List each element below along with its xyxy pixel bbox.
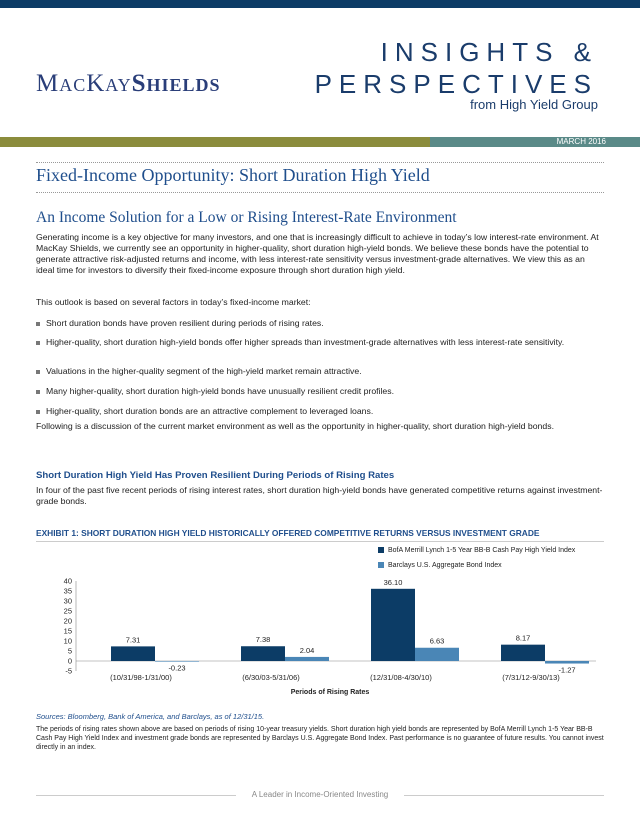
section2-heading: Short Duration High Yield Has Proven Resilient During Periods of Rising Rates <box>36 470 395 481</box>
x-tick-label: (12/31/08-4/30/10) <box>370 673 432 682</box>
y-tick-label: 30 <box>63 596 72 606</box>
logo <box>36 70 221 98</box>
bars <box>111 578 589 675</box>
y-tick-label: 15 <box>63 626 72 636</box>
bullet-square-icon <box>36 390 40 394</box>
section1-paragraph3: Following is a discussion of the current market environment as well as the opportunity in higher-quality, short duration high-yield bonds. <box>36 421 554 431</box>
color-band <box>0 137 640 147</box>
publication-title-line1: INSIGHTS & <box>380 37 598 67</box>
x-tick-label: (7/31/12-9/30/13) <box>502 673 560 682</box>
x-tick-label: (10/31/98-1/31/00) <box>110 673 172 682</box>
sources-note: Sources: Bloomberg, Bank of America, and Barclays, as of 12/31/15. <box>36 712 265 721</box>
y-tick-label: -5 <box>65 666 72 676</box>
top-bar <box>0 0 640 8</box>
section1-paragraph1: Generating income is a key objective for many investors, and one that is increasingly difficult to achieve in today’s low interest-rate environment. At MacKay Shields, we currently see an opportunity in higher-quality, short duration high-yield bonds. We believe these bonds have the potential to generate attractive risk-adjusted returns and income, with less interest-rate sensitivity versus investment-grade alternatives. We view this as an ideal time for investors to diversify their fixed-income exposure through short duration high yield. <box>36 232 599 275</box>
bar-high-yield <box>371 589 415 661</box>
bullet-item: Valuations in the higher-quality segment of the high-yield market remain attractive. <box>36 366 604 377</box>
footer-tagline: A Leader in Income-Oriented Investing <box>251 790 389 799</box>
data-label: 36.10 <box>383 577 403 587</box>
divider <box>36 192 604 193</box>
bar-aggregate <box>285 657 329 661</box>
legend-item: BofA Merrill Lynch 1-5 Year BB-B Cash Pay High Yield Index <box>378 547 575 554</box>
x-tick-label: (6/30/03-5/31/06) <box>242 673 300 682</box>
data-label: 6.63 <box>429 636 445 646</box>
y-tick-label: 20 <box>63 616 72 626</box>
y-tick-label: 35 <box>63 586 72 596</box>
bullet-item: Short duration bonds have proven resilient during periods of rising rates. <box>36 318 604 329</box>
bar-high-yield <box>501 645 545 661</box>
x-axis <box>110 673 560 682</box>
divider <box>36 541 604 542</box>
publication-title-line2: PERSPECTIVES <box>314 69 598 99</box>
logo-part1: MacKay <box>36 70 132 97</box>
bullet-item: Higher-quality, short duration high-yield bonds offer higher spreads than investment-grade alternatives with less interest-rate sensitivity. <box>36 337 604 348</box>
bar-aggregate <box>545 661 589 664</box>
data-label: 8.17 <box>515 633 531 643</box>
data-label: 7.38 <box>255 635 271 645</box>
bullet-square-icon <box>36 322 40 326</box>
exhibit-title: EXHIBIT 1: SHORT DURATION HIGH YIELD HISTORICALLY OFFERED COMPETITIVE RETURNS VERSUS INVESTMENT GRADE <box>36 528 540 538</box>
y-tick-label: 25 <box>63 606 72 616</box>
y-tick-label: 40 <box>63 576 72 586</box>
bar-chart <box>0 568 640 708</box>
bullet-square-icon <box>36 341 40 345</box>
band-olive <box>0 137 430 147</box>
bar-high-yield <box>111 646 155 661</box>
bullet-item: Many higher-quality, short duration high-yield bonds have unusually resilient credit profiles. <box>36 386 604 397</box>
section2-paragraph: In four of the past five recent periods of rising interest rates, short duration high-yield bonds have generated competitive returns against investment-grade bonds. <box>36 485 603 506</box>
data-label: -0.23 <box>168 663 186 673</box>
legend-swatch <box>378 547 384 553</box>
y-tick-label: 5 <box>67 646 72 656</box>
section1-paragraph2: This outlook is based on several factors in today’s fixed-income market: <box>36 297 311 307</box>
publication-title <box>315 36 598 100</box>
bullet-square-icon <box>36 370 40 374</box>
section1-heading: An Income Solution for a Low or Rising Interest-Rate Environment <box>36 209 457 226</box>
data-label: 2.04 <box>299 645 315 655</box>
disclaimer: The periods of rising rates shown above are based on periods of rising 10-year treasury yields. Short duration high yield bonds are represented by BofA Merrill Lynch 1-5 Year BB-B Cash Pay High Yield Index and investment grade bonds are represented by Barclays U.S. Aggregate Bond Index. Past performance is no guarantee of future results. You cannot invest directly in an index. <box>36 726 604 751</box>
data-label: -1.27 <box>558 665 576 675</box>
bullet-square-icon <box>36 410 40 414</box>
legend-item: Barclays U.S. Aggregate Bond Index <box>378 562 502 569</box>
data-label: 7.31 <box>125 635 141 645</box>
bar-high-yield <box>241 646 285 661</box>
x-axis-title: Periods of Rising Rates <box>290 689 370 696</box>
bullet-item: Higher-quality, short duration bonds are an attractive complement to leveraged loans. <box>36 406 604 417</box>
page-title: Fixed-Income Opportunity: Short Duration High Yield <box>36 165 430 185</box>
date-label: MARCH 2016 <box>430 137 640 147</box>
y-tick-label: 0 <box>67 656 72 666</box>
bar-aggregate <box>415 648 459 661</box>
publication-subtitle: from High Yield Group <box>470 97 598 112</box>
y-tick-label: 10 <box>63 636 72 646</box>
logo-part2: Shields <box>131 70 221 97</box>
bar-aggregate <box>155 661 199 662</box>
divider <box>36 162 604 163</box>
